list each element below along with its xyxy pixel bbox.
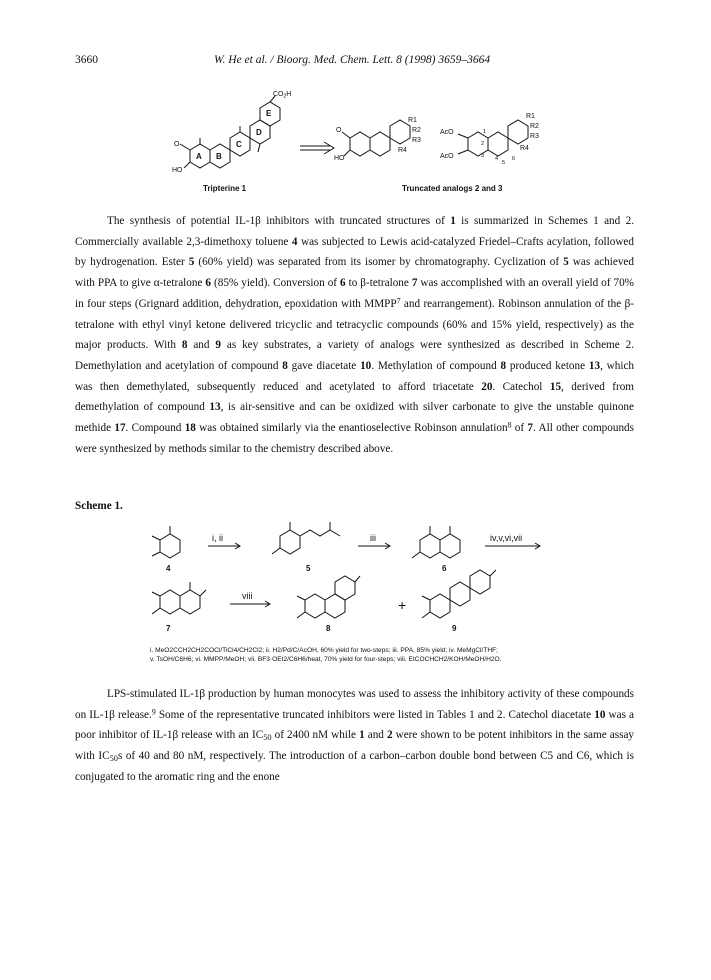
svg-text:O: O — [336, 127, 342, 134]
svg-text:R2: R2 — [412, 127, 421, 134]
plus-sign: + — [398, 597, 407, 613]
svg-text:R4: R4 — [520, 145, 529, 152]
svg-text:R4: R4 — [398, 147, 407, 154]
svg-text:AcO: AcO — [440, 129, 454, 136]
svg-text:A: A — [196, 152, 202, 161]
compound-6-label: 6 — [442, 564, 447, 573]
compound-7-label: 7 — [166, 624, 171, 633]
svg-text:R3: R3 — [530, 133, 539, 140]
svg-text:2: 2 — [481, 141, 485, 147]
svg-text:CO2H: $CO_2H$ — [273, 91, 292, 100]
assay-paragraph: LPS-stimulated IL-1β production by human monocytes was used to assess the inhibitory activity of these compounds on IL-1β release.$^9$ Some of the representative truncated inhibitors were listed in Tables 1 and 2. Catechol diacetate 10 was a poor inhibitor of IL-1β release with an $IC_{50}$ of 2400 nM while 1 and 2 were shown to be potent inhibitors in the same assay with $IC_{50}s$ of 40 and 80 nM, respectively. The introduction of a carbon–carbon double bond between C5 and C6, which is conjugated to the aromatic ring and the enone — [75, 688, 635, 783]
svg-text:B: B — [216, 152, 222, 161]
svg-text:HO: HO — [334, 155, 345, 162]
synthesis-paragraph: The synthesis of potential IL-1β inhibitors with truncated structures of 1 is summarized in Schemes 1 and 2. Commercially available 2,3-dimethoxy toluene 4 was subjected to Lewis acid-catalyzed Friedel–Crafts acylation, followed by hydrogenation. Ester 5 (60% yield) was separated from its isomer by chromatography. Cyclization of 5 was achieved with PPA to give α-tetralone 6 (85% yield). Conversion of 6 to β-tetralone 7 was accomplished with an overall yield of 70% in four steps (Grignard addition, dehydration, epoxidation with MMPP$^7$ and rearrangement). Robinson annulation of the β-tetralone with ethyl vinyl ketone delivered tricyclic and tetracyclic compounds (60% and 15% yield, respectively) as the major products. With 8 and 9 as key substrates, a variety of analogs were synthesized as described in Scheme 2. Demethylation and acetylation of compound 8 gave diacetate 10. Methylation of compound 8 produced ketone 13, which was then demethylated, subsequently reduced and acetylated to afford triacetate 20. Catechol 15, derived from demethylation of compound 13, is air-sensitive and can be oxidized with silver carbonate to give the unstable quinone methide 17. Compound 18 was obtained similarly via the enantioselective Robinson annulation$^8$ of 7. All other compounds were synthesized by methods similar to the chemistry described above. — [75, 215, 635, 455]
scheme-1-diagram — [130, 520, 590, 645]
scheme-footnote-line1: i. MeO2CCH2CH2COCl/TiCl4/CH2Cl2; ii. H2/Pd/C/AcOH, 60% yield for two-steps; iii. PPA, 85% yield; iv. MeMgCl/THF; — [150, 647, 498, 654]
svg-text:R1: R1 — [408, 117, 417, 124]
tripterine-figure — [150, 88, 570, 192]
tripterine-caption: Tripterine 1 — [203, 184, 247, 193]
reagent-iv-vii: iv,v,vi,vii — [490, 533, 523, 543]
svg-text:E: E — [266, 109, 272, 118]
svg-text:3: 3 — [481, 153, 485, 159]
compound-8-label: 8 — [326, 624, 331, 633]
page-number: 3660 — [75, 54, 98, 66]
svg-text:R1: R1 — [526, 113, 535, 120]
journal-citation: W. He et al. / Bioorg. Med. Chem. Lett. 8 (1998) 3659–3664 — [214, 54, 491, 66]
svg-text:1: 1 — [483, 129, 487, 135]
reagent-i-ii: i, ii — [212, 533, 223, 543]
svg-text:AcO: AcO — [440, 153, 454, 160]
svg-text:R3: R3 — [412, 137, 421, 144]
svg-text:5: 5 — [502, 160, 506, 166]
svg-text:HO: HO — [172, 167, 183, 174]
svg-text:C: C — [236, 140, 242, 149]
compound-4-label: 4 — [166, 564, 171, 573]
svg-text:6: 6 — [512, 156, 516, 162]
compound-9-label: 9 — [452, 624, 457, 633]
svg-text:4: 4 — [495, 156, 499, 162]
scheme-title: Scheme 1. — [75, 500, 123, 512]
svg-text:O: O — [174, 141, 180, 148]
reagent-viii: viii — [242, 591, 253, 601]
reagent-iii: iii — [370, 533, 376, 543]
svg-text:R2: R2 — [530, 123, 539, 130]
compound-5-label: 5 — [306, 564, 311, 573]
svg-text:D: D — [256, 128, 262, 137]
scheme-footnote-line2: v. TsOH/C6H6; vi. MMPP/MeOH; vii. BF3·OEt2/C6H6/heat, 70% yield for four-steps; viii. EtCOCHCH2/KOH/MeOH/H2O. — [150, 656, 502, 663]
truncated-analogs-caption: Truncated analogs 2 and 3 — [402, 184, 503, 193]
